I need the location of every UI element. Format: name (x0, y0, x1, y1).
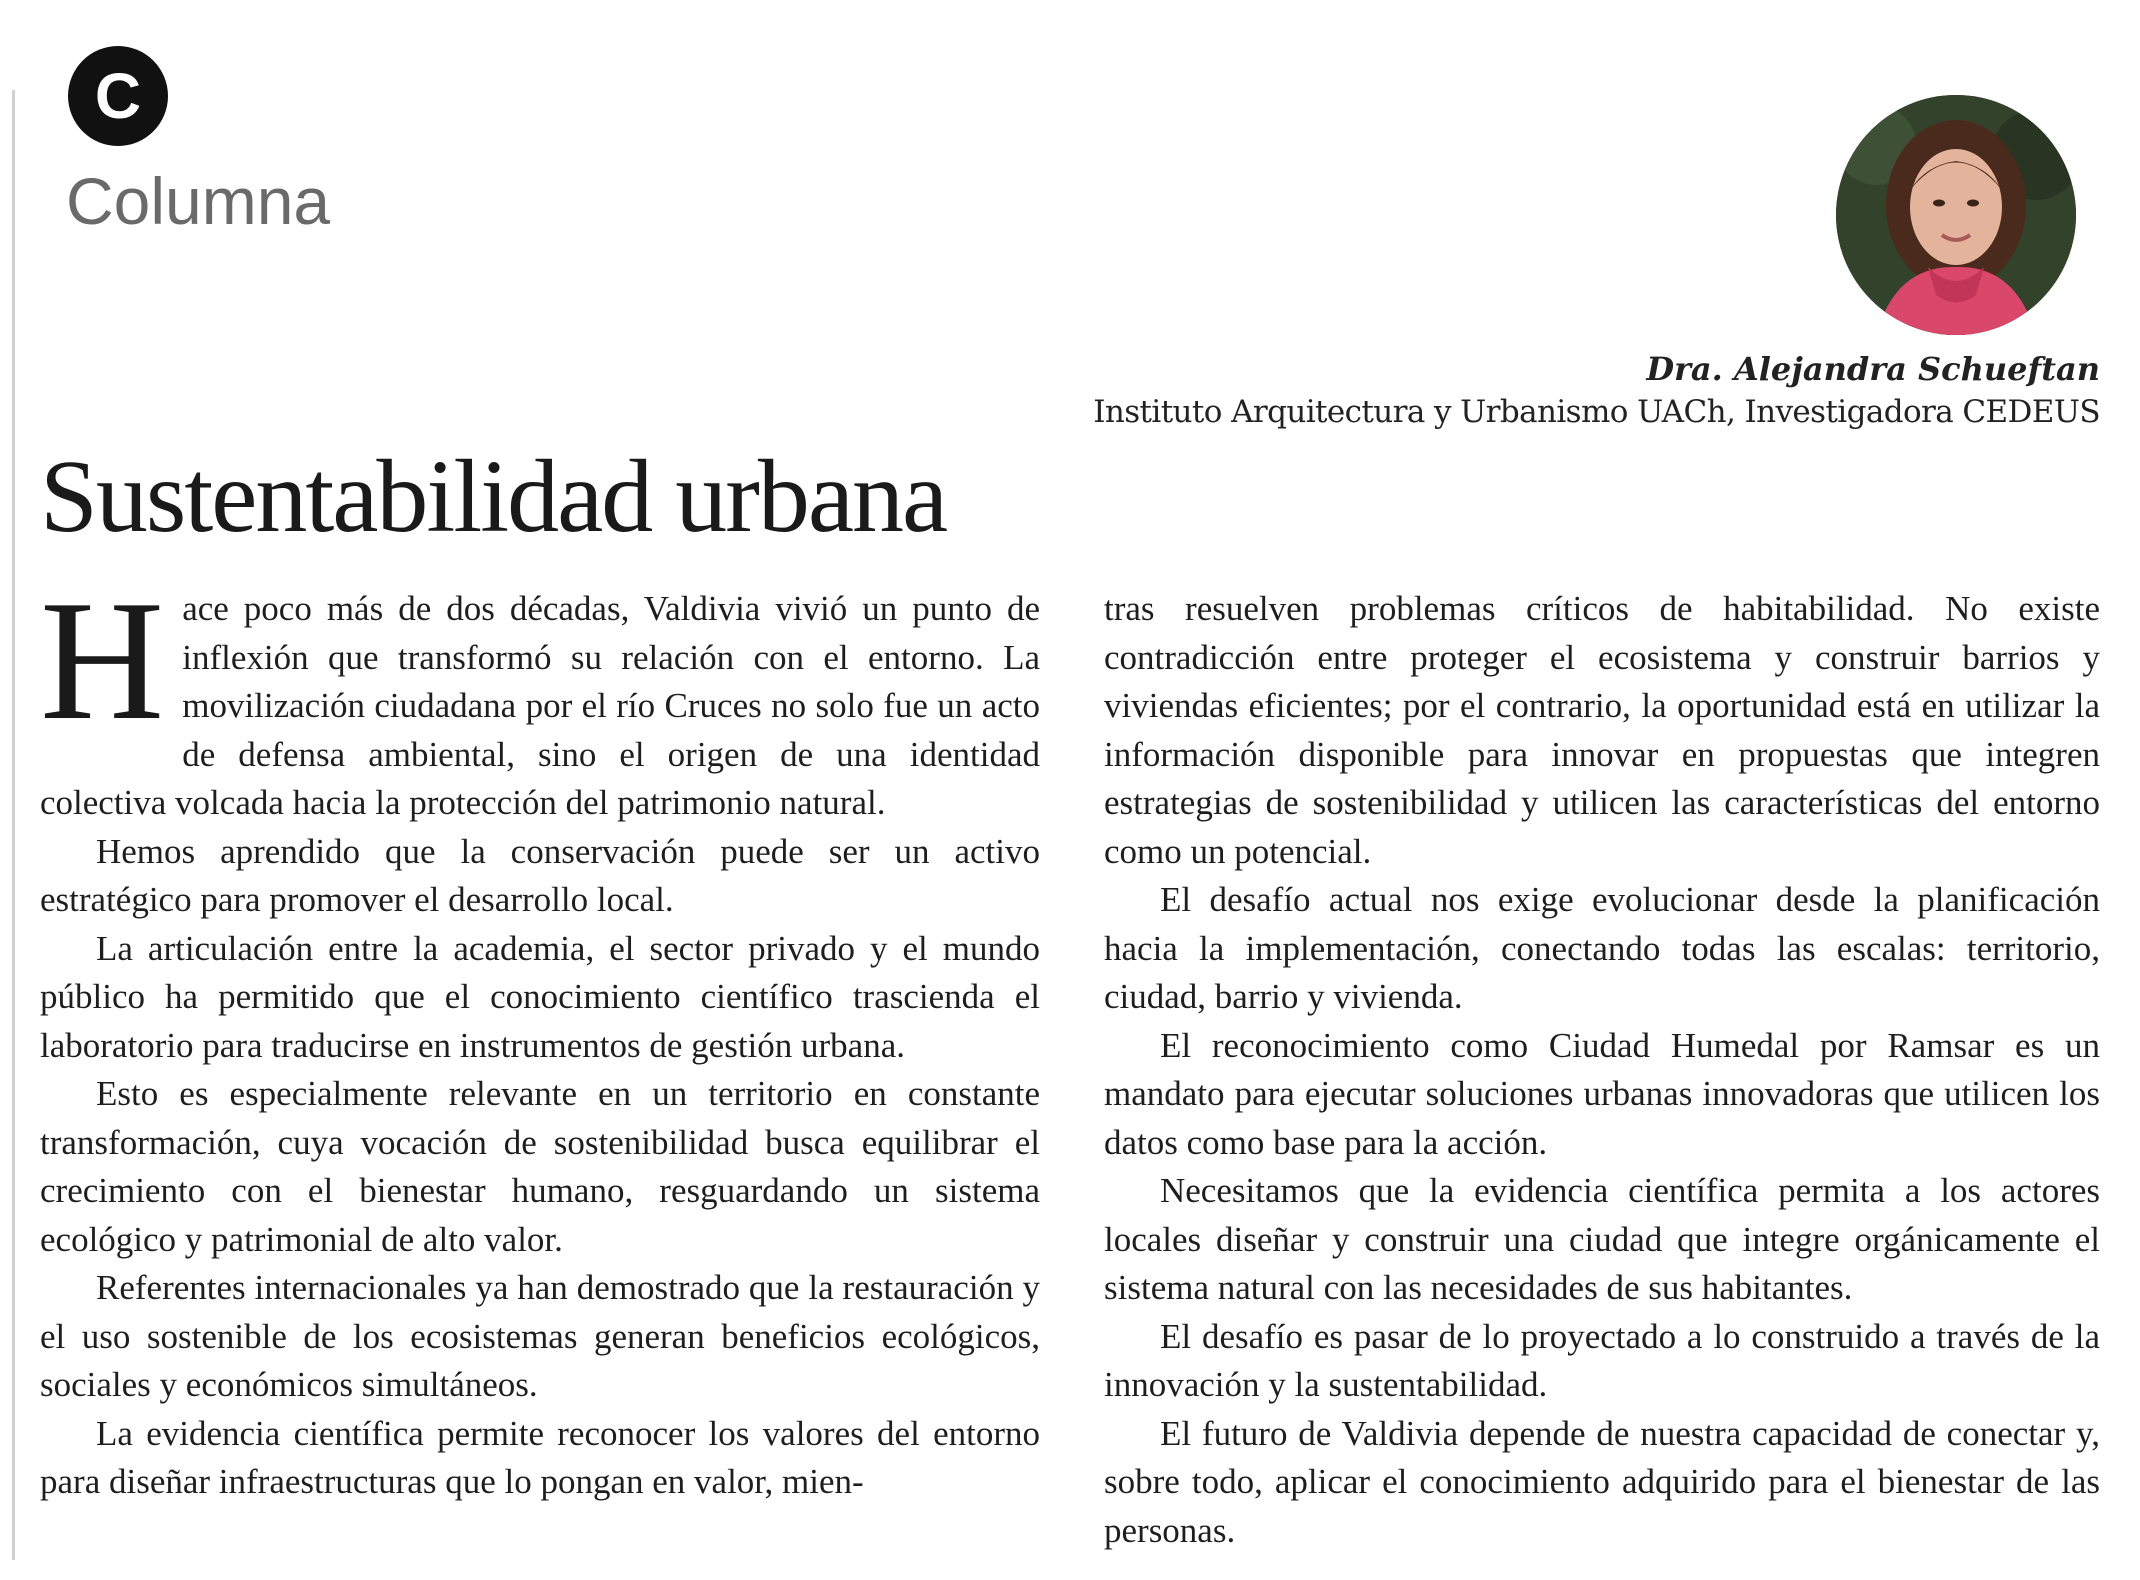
paragraph: Necesitamos que la evidencia científica permita a los actores locales diseñar y construir una ciudad que integre orgánicamente el sistema natural con las necesidades de sus habitantes. (1104, 1171, 2100, 1307)
article-column-1 (40, 585, 1040, 1560)
section-label: Columna (66, 164, 331, 238)
author-name: Dra. Alejandra Schueftan (1646, 350, 2100, 388)
paragraph: El futuro de Valdivia depende de nuestra capacidad de conectar y, sobre todo, aplicar el conocimiento adquirido para el bienestar de las personas. (1104, 1413, 2100, 1550)
article-column-2 (1104, 585, 2100, 1560)
paragraph: Hace poco más de dos décadas, Valdivia vivió un punto de inflexión que transformó su relación con el entorno. La movilización ciudadana por el río Cruces no solo fue un acto de defensa ambiental, sino el origen de una identidad colectiva volcada hacia la protección del patrimonio natural. (40, 585, 1040, 822)
paragraph: La evidencia científica permite reconocer los valores del entorno para diseñar infraestructuras que lo pongan en valor, mien- (40, 1413, 1040, 1501)
author-portrait-icon (1836, 95, 2076, 335)
section-badge (68, 46, 168, 146)
drop-cap: H (40, 585, 165, 756)
paragraph: Esto es especialmente relevante en un territorio en constante transformación, cuya vocación de sostenibilidad busca equilibrar el crecimiento con el bienestar humano, resguardando un sistema ecológico y patrimonial de alto valor. (40, 1074, 1040, 1259)
paragraph: Referentes internacionales ya han demostrado que la restauración y el uso sostenible de los ecosistemas generan beneficios ecológicos, sociales y económicos simultáneos. (40, 1268, 1040, 1404)
author-photo (1836, 95, 2076, 335)
paragraph: tras resuelven problemas críticos de habitabilidad. No existe contradicción entre proteger el ecosistema y construir barrios y viviendas eficientes; por el contrario, la oportunidad está en utilizar la información disponible para innovar en propuestas que integren estrategias de sostenibilidad y utilicen las características del entorno como un potencial. (1104, 589, 2100, 871)
paragraph: El desafío es pasar de lo proyectado a lo construido a través de la innovación y la sustentabilidad. (1104, 1316, 2100, 1404)
paragraph: Hemos aprendido que la conservación puede ser un activo estratégico para promover el desarrollo local. (40, 831, 1040, 919)
article-headline: Sustentabilidad urbana (40, 439, 947, 554)
author-affiliation: Instituto Arquitectura y Urbanismo UACh, Investigadora CEDEUS (1093, 394, 2100, 430)
paragraph: El reconocimiento como Ciudad Humedal por Ramsar es un mandato para ejecutar soluciones urbanas innovadoras que utilicen los datos como base para la acción. (1104, 1025, 2100, 1162)
paragraph: El desafío actual nos exige evolucionar desde la planificación hacia la implementación, conectando todas las escalas: territorio, ciudad, barrio y vivienda. (1104, 880, 2100, 1016)
section-badge-letter: C (94, 60, 142, 132)
paragraph: La articulación entre la academia, el sector privado y el mundo público ha permitido que el conocimiento científico trascienda el laboratorio para traducirse en instrumentos de gestión urbana. (40, 928, 1040, 1065)
left-border-rule (12, 90, 15, 1560)
